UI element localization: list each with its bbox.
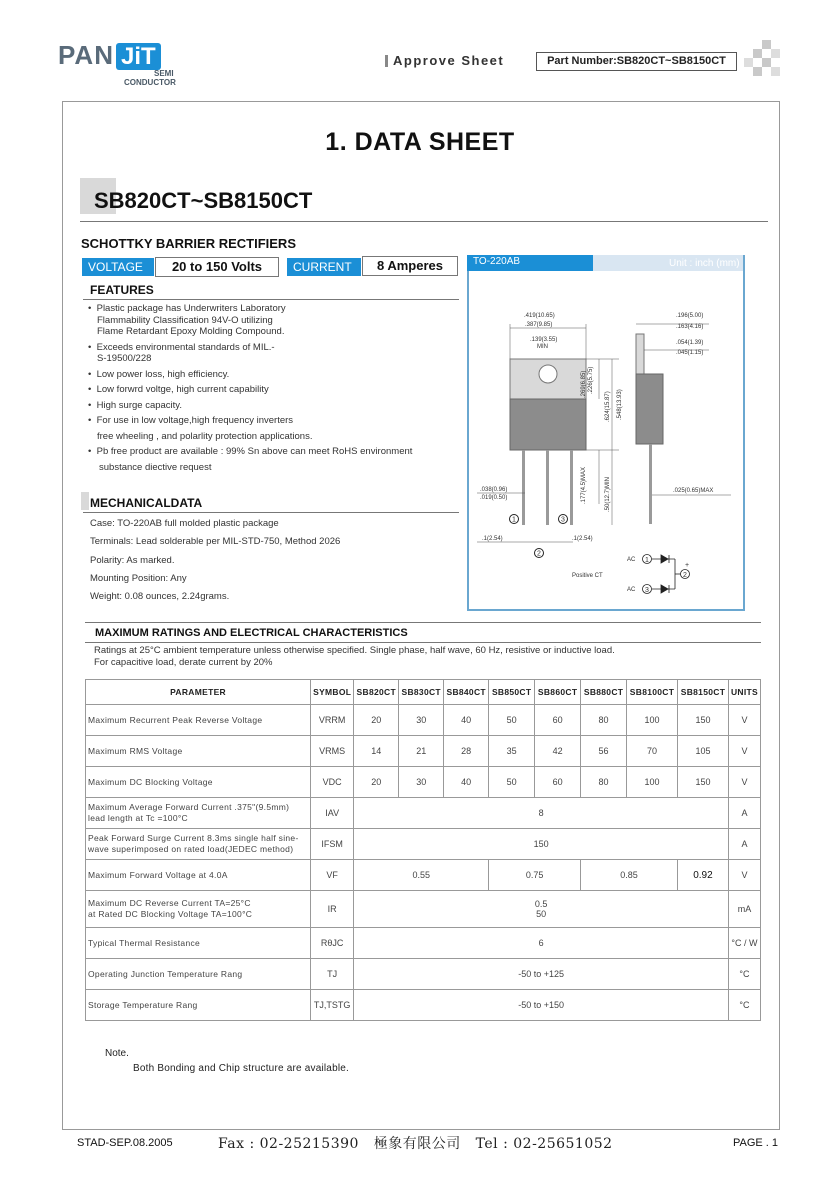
feature-line: Flammability Classification 94V-O utilizing — [97, 314, 273, 326]
dim-label: .196(5.00) — [676, 313, 704, 319]
approve-sheet-label: Approve Sheet — [393, 53, 505, 68]
table-cell: V — [728, 767, 760, 798]
mechanical-divider — [83, 512, 459, 513]
table-cell: A — [728, 829, 760, 860]
feature-line: free wheeling , and polarlity protection applications. — [97, 430, 313, 442]
to220-drawing — [469, 272, 741, 606]
mech-line: Mounting Position: Any — [90, 573, 187, 584]
feature-line: • Low forwrd voltge, high current capability — [88, 384, 269, 395]
mounting-hole — [539, 365, 557, 383]
table-header: SB8100CT — [627, 680, 678, 705]
table-header: PARAMETER — [86, 680, 311, 705]
ratings-note-2: For capacitive load, derate current by 20% — [94, 657, 273, 668]
table-cell: IR — [311, 891, 354, 928]
dim-label: .1(2.54) — [482, 536, 503, 542]
table-cell: -50 to +150 — [354, 990, 729, 1021]
feature-line: • Low power loss, high efficiency. — [88, 368, 230, 380]
logo-jit-text: JiT — [116, 43, 161, 70]
table-cell: 150 — [677, 705, 728, 736]
dim-label: .038(0.96) — [480, 487, 508, 493]
pin-3-icon — [559, 515, 568, 524]
feature-line: • Pb free product are available : 99% Sn above can meet RoHS environment — [88, 446, 413, 457]
table-cell: 100 — [627, 705, 678, 736]
table-row — [86, 928, 761, 959]
schematic-diagram — [572, 555, 690, 595]
note-text: Both Bonding and Chip structure are available. — [133, 1063, 349, 1074]
table-cell: 28 — [444, 736, 489, 767]
page-title: 1. DATA SHEET — [325, 128, 515, 156]
pin-1-icon — [510, 515, 519, 524]
dim-label: .269(6.85) — [581, 370, 587, 398]
ratings-top-divider — [85, 622, 761, 623]
table-cell: Maximum Recurrent Peak Reverse Voltage — [86, 705, 311, 736]
features-list — [88, 303, 458, 473]
table-header: SB860CT — [535, 680, 581, 705]
table-cell: Storage Temperature Rang — [86, 990, 311, 1021]
table-cell: V — [728, 705, 760, 736]
table-cell: IFSM — [311, 829, 354, 860]
feature-line: • Plastic package has Underwriters Laboratory — [88, 303, 286, 314]
table-cell: 56 — [581, 736, 627, 767]
footer-contact: Fax : 02-25215390 極象有限公司 Tel : 02-25651052 — [218, 1136, 613, 1152]
table-cell: Maximum Average Forward Current .375"(9.5mm) lead length at Tc =100°C — [86, 798, 311, 829]
side-tab — [636, 334, 644, 374]
schematic-caption: Positive CT — [572, 573, 603, 579]
current-tag: CURRENT — [287, 258, 361, 276]
table-cell: 30 — [399, 705, 444, 736]
mech-line: Case: TO-220AB full molded plastic package — [90, 518, 279, 529]
table-cell: 0.85 — [581, 860, 678, 891]
table-cell: TJ — [311, 959, 354, 990]
table-cell: 30 — [399, 767, 444, 798]
mech-accent-box — [81, 492, 89, 510]
table-header: SB880CT — [581, 680, 627, 705]
dim-label: .139(3.55) — [530, 337, 558, 343]
table-header: SB820CT — [354, 680, 399, 705]
table-cell: 100 — [627, 767, 678, 798]
note-label: Note. — [105, 1048, 129, 1059]
table-cell: 60 — [535, 705, 581, 736]
table-cell: 0.55 — [354, 860, 489, 891]
table-cell: Maximum DC Reverse Current TA=25°C at Rated DC Blocking Voltage TA=100°C — [86, 891, 311, 928]
table-row — [86, 798, 761, 829]
mech-line: Weight: 0.08 ounces, 2.24grams. — [90, 591, 230, 602]
corner-decoration-icon — [744, 40, 784, 80]
features-divider — [83, 299, 459, 300]
table-cell: VRRM — [311, 705, 354, 736]
dim-label: .025(0.65)MAX — [673, 488, 714, 494]
table-cell: 50 — [489, 705, 535, 736]
voltage-value: 20 to 150 Volts — [155, 257, 279, 277]
table-cell: °C — [728, 990, 760, 1021]
table-row — [86, 891, 761, 928]
schematic-ac-label: AC — [627, 587, 636, 593]
pin-2-icon — [535, 549, 544, 558]
table-row — [86, 860, 761, 891]
feature-line: • High surge capacity. — [88, 399, 182, 411]
table-cell: Maximum DC Blocking Voltage — [86, 767, 311, 798]
feature-line: substance diective request — [99, 461, 212, 473]
table-header: UNITS — [728, 680, 760, 705]
ratings-bottom-divider — [85, 642, 761, 643]
table-cell: 20 — [354, 705, 399, 736]
ratings-heading: MAXIMUM RATINGS AND ELECTRICAL CHARACTERISTICS — [95, 627, 408, 639]
dim-label: .226(5.75) — [588, 366, 594, 394]
dim-label: .019(0.50) — [480, 495, 508, 501]
side-body — [636, 374, 663, 444]
title-divider — [80, 221, 768, 222]
package-header — [467, 255, 743, 271]
table-row — [86, 736, 761, 767]
dim-label: .054(1.39) — [676, 340, 704, 346]
table-cell: VDC — [311, 767, 354, 798]
table-cell: 40 — [444, 705, 489, 736]
mechanical-heading: MECHANICALDATA — [90, 496, 203, 510]
table-cell: 60 — [535, 767, 581, 798]
table-cell: Maximum Forward Voltage at 4.0A — [86, 860, 311, 891]
table-cell: Typical Thermal Resistance — [86, 928, 311, 959]
dim-label: .177(4.5)MAX — [581, 466, 587, 504]
dim-label: .624(15.87) — [605, 391, 611, 422]
product-subtitle: SCHOTTKY BARRIER RECTIFIERS — [81, 236, 296, 251]
table-cell: VRMS — [311, 736, 354, 767]
voltage-tag: VOLTAGE — [82, 258, 154, 276]
table-cell: V — [728, 736, 760, 767]
logo-pan-text: PAN — [58, 40, 114, 70]
package-name: TO-220AB — [473, 256, 521, 267]
table-cell: 70 — [627, 736, 678, 767]
table-cell: 8 — [354, 798, 729, 829]
table-header: SB840CT — [444, 680, 489, 705]
table-cell: 150 — [677, 767, 728, 798]
dim-label: .163(4.16) — [676, 324, 704, 330]
svg-text:1: 1 — [645, 557, 649, 564]
table-cell: °C — [728, 959, 760, 990]
dim-label: .1(2.54) — [572, 536, 593, 542]
table-cell: Operating Junction Temperature Rang — [86, 959, 311, 990]
table-cell: 21 — [399, 736, 444, 767]
panjit-logo — [58, 40, 198, 90]
table-cell: IAV — [311, 798, 354, 829]
table-cell: A — [728, 798, 760, 829]
table-cell: 0.75 — [489, 860, 581, 891]
logo-semi: SEMI — [154, 69, 174, 78]
dim-label: .387(9.85) — [525, 322, 553, 328]
svg-text:3: 3 — [561, 516, 565, 524]
svg-text:2: 2 — [537, 550, 541, 558]
ratings-note-1: Ratings at 25°C ambient temperature unless otherwise specified. Single phase, half wave, 60 Hz, resistive or inductive load. — [94, 645, 615, 656]
ratings-table — [85, 679, 761, 1021]
table-cell: 42 — [535, 736, 581, 767]
table-cell: 105 — [677, 736, 728, 767]
dim-label: .045(1.15) — [676, 350, 704, 356]
table-cell: 35 — [489, 736, 535, 767]
table-cell: mA — [728, 891, 760, 928]
table-cell: 150 — [354, 829, 729, 860]
table-cell: 80 — [581, 705, 627, 736]
table-row — [86, 829, 761, 860]
table-row — [86, 705, 761, 736]
table-cell: 0.5 50 — [354, 891, 729, 928]
table-cell: 40 — [444, 767, 489, 798]
svg-text:1: 1 — [512, 516, 516, 524]
table-header-row — [86, 680, 761, 705]
dim-label: MIN — [537, 344, 548, 350]
features-heading: FEATURES — [90, 283, 154, 297]
footer-page: PAGE . 1 — [733, 1137, 779, 1149]
table-row — [86, 767, 761, 798]
table-header: SYMBOL — [311, 680, 354, 705]
mech-line: Terminals: Lead solderable per MIL-STD-750, Method 2026 — [90, 536, 341, 547]
table-cell: -50 to +125 — [354, 959, 729, 990]
dim-label: .548(13.93) — [617, 389, 623, 420]
table-cell: V — [728, 860, 760, 891]
table-cell: RθJC — [311, 928, 354, 959]
table-row — [86, 990, 761, 1021]
table-cell: Peak Forward Surge Current 8.3ms single half sine- wave superimposed on rated load(JEDEC method) — [86, 829, 311, 860]
part-number-box: Part Number:SB820CT~SB8150CT — [536, 52, 737, 71]
feature-line: • For use in low voltage,high frequency inverters — [88, 415, 294, 426]
table-cell: °C / W — [728, 928, 760, 959]
body-outline — [510, 399, 586, 450]
feature-line: Flame Retardant Epoxy Molding Compound. — [97, 326, 285, 337]
current-value: 8 Amperes — [362, 256, 458, 276]
table-cell: 0.92 — [677, 860, 728, 891]
diode-icon — [661, 555, 668, 563]
dim-label: .419(10.65) — [524, 313, 555, 319]
table-cell: 50 — [489, 767, 535, 798]
diode-icon — [661, 585, 668, 593]
svg-text:3: 3 — [645, 587, 649, 594]
table-cell: 20 — [354, 767, 399, 798]
table-cell: TJ,TSTG — [311, 990, 354, 1021]
svg-text:2: 2 — [683, 572, 687, 579]
table-header: SB830CT — [399, 680, 444, 705]
table-header: SB8150CT — [677, 680, 728, 705]
table-cell: VF — [311, 860, 354, 891]
table-cell: Maximum RMS Voltage — [86, 736, 311, 767]
feature-line: S-19500/228 — [97, 353, 152, 364]
feature-line: • Exceeds environmental standards of MIL.- — [88, 341, 275, 353]
schematic-ac-label: AC — [627, 557, 636, 563]
logo-conductor: CONDUCTOR — [124, 78, 176, 87]
table-cell: 14 — [354, 736, 399, 767]
part-series-title: SB820CT~SB8150CT — [94, 188, 313, 213]
table-cell: 6 — [354, 928, 729, 959]
table-cell: 80 — [581, 767, 627, 798]
svg-text:+: + — [685, 562, 690, 569]
table-header: SB850CT — [489, 680, 535, 705]
dim-label: .50(12.7)MIN — [605, 476, 611, 512]
unit-label: Unit : inch (mm) — [669, 258, 740, 269]
logo-subtext — [124, 69, 176, 87]
mech-line: Polarity: As marked. — [90, 555, 175, 566]
table-row — [86, 959, 761, 990]
footer-date: STAD-SEP.08.2005 — [77, 1137, 173, 1149]
